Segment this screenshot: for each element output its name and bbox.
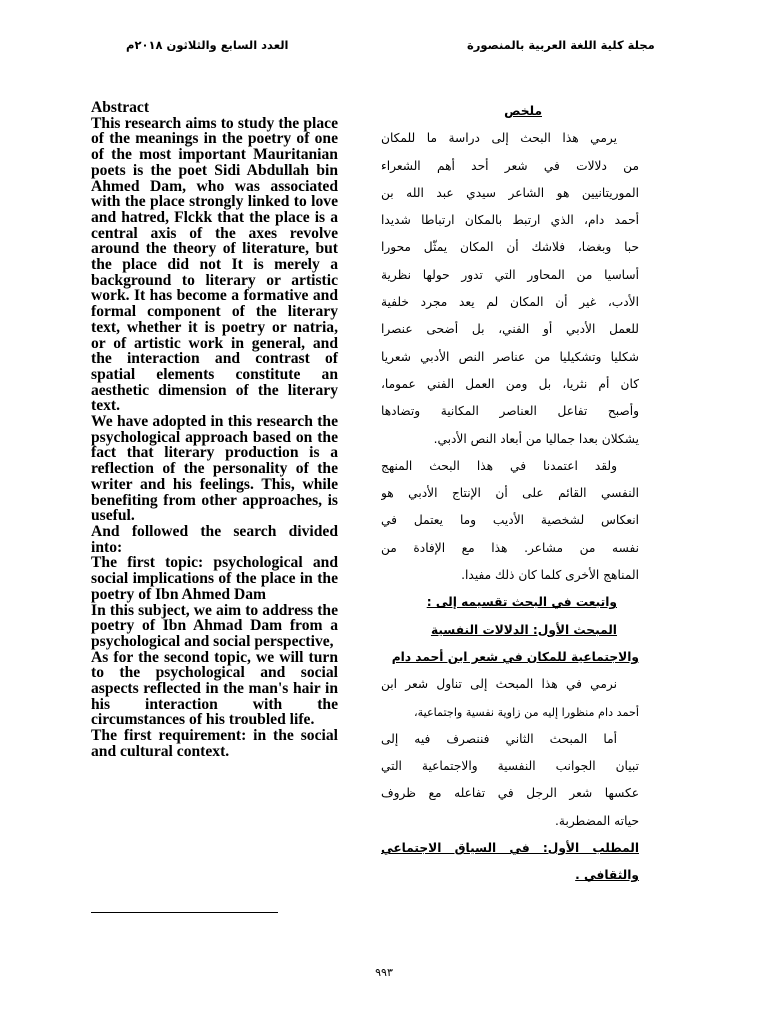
arabic-section-title: المبحث الأول: الدلالات النفسية <box>430 622 617 637</box>
arabic-line: للعمل الأدبي أو الفني، بل أضحى عنصرا <box>381 322 639 337</box>
arabic-line: كان أم نثريا، بل ومن العمل الفني عموما، <box>381 376 639 391</box>
abstract-paragraph: This research aims to study the place of the meanings in the poetry of one of the most important Mauritanian poets is the poet Sidi Abdullah bin Ahmed Dam, who was associated with the place strongly linked to love and hatred, Flckk that the place is a central axis of the axes revolve around the theory of literature, but the place did not It is merely a background to literary or artistic work. It has become a formative and formal component of the literary text, whether it is poetry or natria, or of artistic work in general, and the interaction and contrast of spatial elements constitute an aesthetic dimension of the literary text. <box>91 114 338 415</box>
arabic-line: نرمي في هذا المبحث إلى تناول شعر ابن <box>381 677 617 692</box>
arabic-line: أحمد دام منظورا إليه من زاوية نفسية واجتماعية، <box>413 705 639 719</box>
arabic-line: وأصبح تفاعل العناصر المكانية وتضادها <box>381 404 639 419</box>
arabic-line: ولقد اعتمدنا في هذا البحث المنهج <box>381 458 617 473</box>
arabic-line: شكليا وتشكيليا من عناصر النص الأدبي شعريا <box>381 349 639 364</box>
arabic-line: يرمي هذا البحث إلى دراسة ما للمكان <box>381 131 617 146</box>
arabic-line: النفسي القائم على أن الإنتاج الأدبي هو <box>381 486 639 501</box>
abstract-paragraph: In this subject, we aim to address the poetry of Ibn Ahmad Dam from a psychological and social perspective, <box>91 601 338 650</box>
issue-header: العدد السابع والثلاثون ٢٠١٨م <box>126 38 289 52</box>
arabic-line: حبا وبغضا، فلاشك أن المكان يمثّل محورا <box>381 240 639 255</box>
arabic-line: حياته المضطربة. <box>555 813 639 828</box>
arabic-line: الموريتانيين هو الشاعر سيدي عبد الله بن <box>381 185 639 200</box>
arabic-line: تبيان الجوانب النفسية والاجتماعية التي <box>381 759 639 774</box>
arabic-line: عكسها شعر الرجل في تفاعله مع ظروف <box>381 786 639 801</box>
arabic-line: أساسيا من المحاور التي تدور حولها نظرية <box>381 267 639 282</box>
arabic-line: الأدب، غير أن المكان لم يعد مجرد خلفية <box>381 295 639 310</box>
arabic-section-title: المطلب الأول: في السياق الاجتماعي <box>381 841 639 856</box>
arabic-line: أحمد دام، الذي ارتبط بالمكان ارتباطا شديدا <box>381 213 639 228</box>
arabic-abstract <box>381 98 639 890</box>
arabic-line: من دلالات في شعر أحد أهم الشعراء <box>381 158 639 173</box>
arabic-heading: ملخص <box>504 104 542 118</box>
arabic-line: انعكاس لشخصية الأديب وما يعتمل في <box>381 513 639 528</box>
abstract-paragraph: The first topic: psychological and social implications of the place in the poetry of Ibn Ahmed Dam <box>91 554 338 603</box>
abstract-paragraph: And followed the search divided into: <box>91 522 338 556</box>
arabic-line: أما المبحث الثاني فننصرف فيه إلى <box>381 731 617 746</box>
footnote-divider <box>91 912 278 913</box>
arabic-line: نفسه من مشاعر. هذا مع الإفادة من <box>381 540 639 555</box>
page-number: ٩٩٣ <box>375 966 393 979</box>
english-abstract <box>91 100 338 760</box>
arabic-section-title: والاجتماعية للمكان في شعر ابن أحمد دام <box>391 649 639 664</box>
arabic-line: يشكلان بعدا جماليا من أبعاد النص الأدبي. <box>433 431 639 446</box>
abstract-paragraph: The first requirement: in the social and cultural context. <box>91 727 338 760</box>
arabic-section-title: والثقافي . <box>575 868 639 883</box>
abstract-title: Abstract <box>91 99 150 116</box>
arabic-line: المناهج الأخرى كلما كان ذلك مفيدا. <box>461 568 639 583</box>
arabic-section-line: واتبعت في البحث تقسيمه إلى : <box>426 595 617 610</box>
abstract-paragraph: As for the second topic, we will turn to the psychological and social aspects reflected in the man's hair in his interaction with the circumstances of his troubled life. <box>91 648 338 729</box>
abstract-paragraph: We have adopted in this research the psychological approach based on the fact that literary production is a reflection of the personality of the writer and his feelings. This, while benefiting from other approaches, is useful. <box>91 413 338 525</box>
journal-header: مجلة كلية اللغة العربية بالمنصورة <box>467 38 655 52</box>
